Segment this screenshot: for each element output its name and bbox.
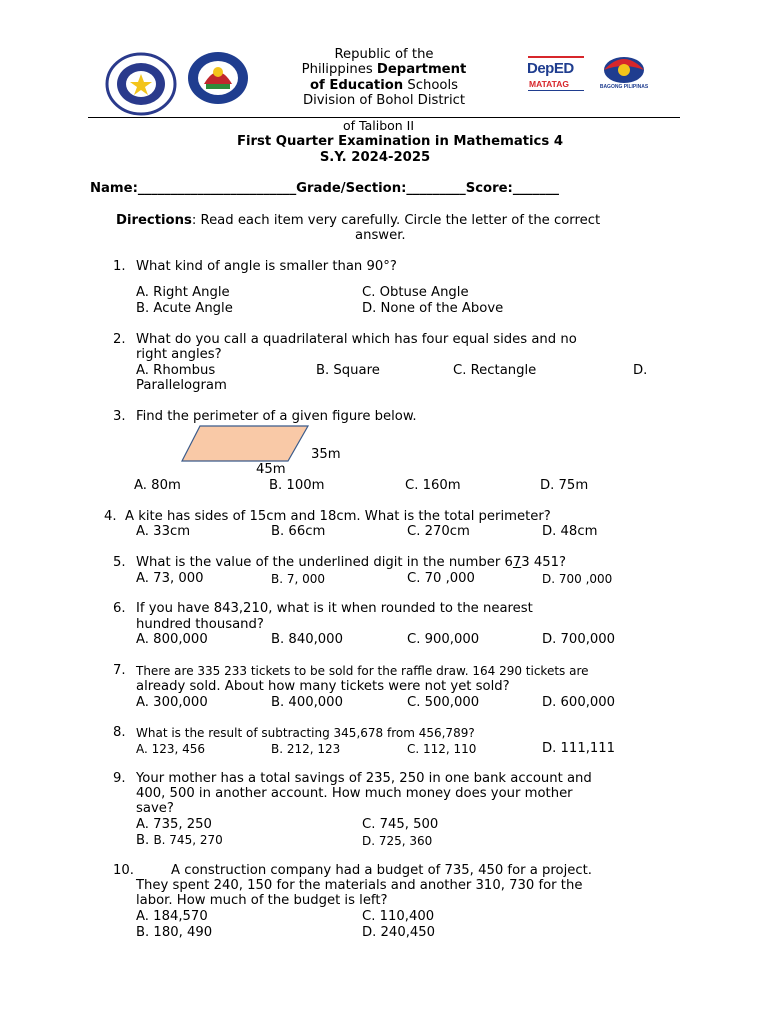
q5-text-pre: What is the value of the underlined digit in the number 6	[136, 555, 513, 570]
parallelogram-figure	[180, 424, 312, 464]
q2-choice-a[interactable]: A. Rhombus	[136, 363, 216, 378]
q8-text: What is the result of subtracting 345,678 from 456,789?	[136, 726, 475, 740]
q7-text-line1: There are 335 233 tickets to be sold for the raffle draw. 164 290 tickets are	[136, 664, 589, 678]
q9-text-line2: 400, 500 in another account. How much money does your mother	[136, 786, 573, 801]
q3-choice-a[interactable]: A. 80m	[134, 478, 181, 493]
q3-side-label: 35m	[311, 447, 341, 462]
q6-choice-c[interactable]: C. 900,000	[407, 632, 480, 647]
header-line3-bold: of Education	[309, 78, 404, 93]
q3-choice-c[interactable]: C. 160m	[405, 478, 461, 493]
q10-text-line3: labor. How much of the budget is left?	[136, 893, 388, 908]
directions-line2: answer.	[355, 228, 406, 243]
q10-choice-a[interactable]: A. 184,570	[136, 909, 208, 924]
q4-choice-d[interactable]: D. 48cm	[542, 524, 598, 539]
q7-choice-a[interactable]: A. 300,000	[136, 695, 208, 710]
matatag-wordmark: MATATAG	[529, 79, 569, 89]
q10-choice-c[interactable]: C. 110,400	[362, 909, 435, 924]
q3-number: 3.	[113, 409, 126, 424]
q1-choice-b[interactable]: B. Acute Angle	[136, 301, 233, 316]
q9-choice-a[interactable]: A. 735, 250	[136, 817, 212, 832]
q9-choice-c[interactable]: C. 745, 500	[362, 817, 439, 832]
q3-base-label: 45m	[256, 462, 286, 477]
q5-choice-c[interactable]: C. 70 ,000	[407, 571, 475, 586]
q2-text-line1: What do you call a quadrilateral which has four equal sides and no	[136, 332, 577, 347]
q6-text-line2: hundred thousand?	[136, 617, 264, 632]
q1-choice-d[interactable]: D. None of the Above	[362, 301, 504, 316]
grade-section-label: Grade/Section:	[296, 181, 407, 196]
student-info-line	[90, 181, 559, 197]
q3-choice-b[interactable]: B. 100m	[269, 478, 325, 493]
q10-choice-d[interactable]: D. 240,450	[362, 925, 436, 940]
division-seal-logo	[186, 50, 250, 106]
q7-choice-d[interactable]: D. 600,000	[542, 695, 616, 710]
q8-choice-d[interactable]: D. 111,111	[542, 741, 616, 756]
q5-choice-d[interactable]: D. 700 ,000	[542, 572, 613, 586]
q9-text-line1: Your mother has a total savings of 235, 250 in one bank account and	[136, 771, 592, 786]
q7-choice-c[interactable]: C. 500,000	[407, 695, 480, 710]
exam-title: First Quarter Examination in Mathematics 4	[236, 134, 563, 149]
q6-number: 6.	[113, 601, 126, 616]
q1-choice-c[interactable]: C. Obtuse Angle	[362, 285, 469, 300]
q6-choice-b[interactable]: B. 840,000	[271, 632, 343, 647]
q7-number: 7.	[113, 663, 126, 678]
q8-number: 8.	[113, 725, 126, 740]
q7-choice-b[interactable]: B. 400,000	[271, 695, 343, 710]
directions-label: Directions	[116, 213, 192, 228]
q2-choice-c[interactable]: C. Rectangle	[453, 363, 537, 378]
q4-text: A kite has sides of 15cm and 18cm. What is the total perimeter?	[125, 509, 551, 524]
q9-text-line3: save?	[136, 801, 174, 816]
q8-choice-a[interactable]: A. 123, 456	[136, 742, 206, 756]
header-district: of Talibon II	[343, 118, 415, 133]
score-field[interactable]: _______	[512, 181, 559, 196]
deped-logo	[526, 56, 586, 94]
directions-line1	[116, 213, 600, 229]
q8-choice-b[interactable]: B. 212, 123	[271, 742, 341, 756]
q10-text-line1: A construction company had a budget of 735, 450 for a project.	[171, 863, 592, 878]
q4-choice-c[interactable]: C. 270cm	[407, 524, 470, 539]
q5-text	[136, 555, 566, 571]
q3-choice-d[interactable]: D. 75m	[540, 478, 589, 493]
q10-number: 10.	[113, 863, 134, 878]
q9-choice-b-text: B. 745, 270	[153, 833, 223, 847]
deped-wordmark: DepED	[527, 60, 574, 77]
header-department	[284, 62, 484, 78]
q1-choice-a[interactable]: A. Right Angle	[136, 285, 230, 300]
q4-number: 4.	[104, 509, 117, 524]
kagawaran-seal-logo	[104, 52, 178, 116]
header-line1: Republic of the	[334, 47, 434, 62]
q8-choice-c[interactable]: C. 112, 110	[407, 742, 477, 756]
q9-number: 9.	[113, 771, 126, 786]
name-label: Name:	[90, 181, 138, 196]
name-field[interactable]: ________________________	[137, 181, 297, 196]
score-label: Score:	[465, 181, 513, 196]
directions-text: : Read each item very carefully. Circle the letter of the correct	[191, 213, 601, 228]
q2-choice-d-text[interactable]: Parallelogram	[136, 378, 227, 393]
header-line2-bold: Department	[376, 62, 467, 77]
q5-underlined-digit: 7	[512, 555, 522, 570]
q1-number: 1.	[113, 259, 126, 274]
q2-number: 2.	[113, 332, 126, 347]
q2-text-line2: right angles?	[136, 347, 222, 362]
q9-choice-b-letter: B.	[136, 833, 154, 848]
grade-section-field[interactable]: _________	[406, 181, 466, 196]
q6-text-line1: If you have 843,210, what is it when rounded to the nearest	[136, 601, 533, 616]
header-division: Division of Bohol District	[302, 93, 466, 108]
q1-text: What kind of angle is smaller than 90°?	[136, 259, 397, 274]
q10-choice-b[interactable]: B. 180, 490	[136, 925, 213, 940]
bagong-pilipinas-emblem-icon	[596, 54, 652, 84]
header-line3-suffix: Schools	[403, 78, 459, 93]
q5-choice-a[interactable]: A. 73, 000	[136, 571, 204, 586]
header-education	[284, 78, 484, 94]
q6-choice-d[interactable]: D. 700,000	[542, 632, 616, 647]
q4-choice-b[interactable]: B. 66cm	[271, 524, 326, 539]
school-year: S.Y. 2024-2025	[319, 150, 431, 165]
q6-choice-a[interactable]: A. 800,000	[136, 632, 208, 647]
header-line2-prefix: Philippines	[301, 62, 377, 77]
header-republic	[284, 47, 484, 63]
q7-text-line2: already sold. About how many tickets were not yet sold?	[136, 679, 510, 694]
bagong-pilipinas-logo	[596, 54, 652, 94]
q2-choice-d[interactable]: D.	[633, 363, 648, 378]
q5-choice-b[interactable]: B. 7, 000	[271, 572, 326, 586]
q5-text-post: 3 451?	[521, 555, 567, 570]
bagong-pilipinas-wordmark: BAGONG PILIPINAS	[599, 84, 649, 90]
q2-choice-b[interactable]: B. Square	[316, 363, 380, 378]
q9-choice-d[interactable]: D. 725, 360	[362, 834, 433, 848]
q5-number: 5.	[113, 555, 126, 570]
q4-choice-a[interactable]: A. 33cm	[136, 524, 191, 539]
q9-choice-b[interactable]	[136, 833, 223, 849]
q10-text-line2: They spent 240, 150 for the materials and another 310, 730 for the	[136, 878, 583, 893]
q3-text: Find the perimeter of a given figure below.	[136, 409, 417, 424]
